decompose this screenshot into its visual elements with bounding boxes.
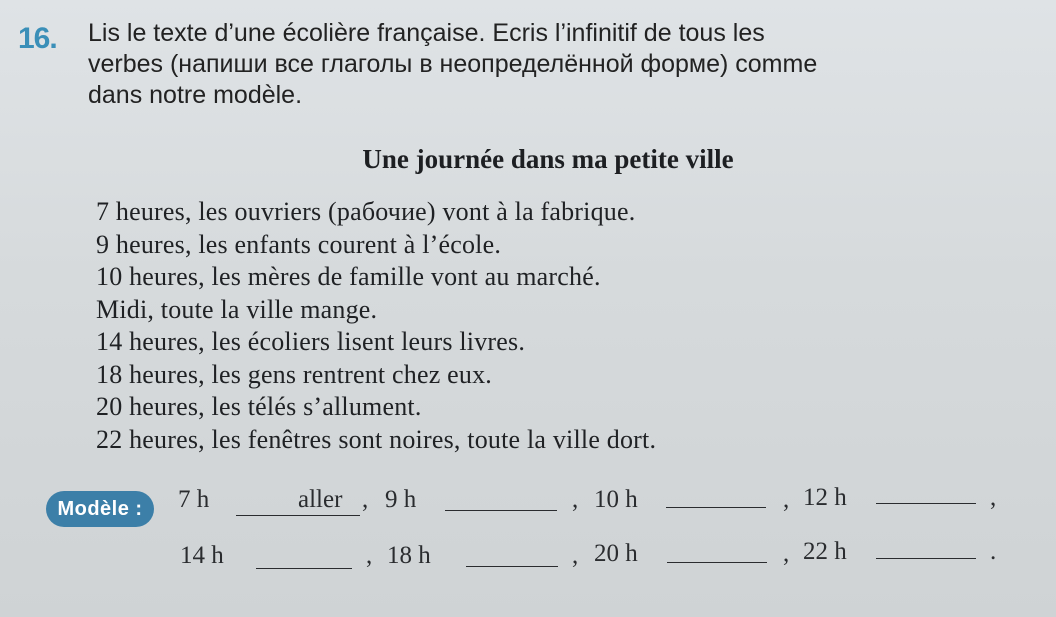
text-line: 18 heures, les gens rentrent chez eux. bbox=[96, 359, 493, 389]
exercise-number: 16. bbox=[18, 22, 57, 55]
text-line: 7 heures, les ouvriers (рабочие) vont à la fabrique. bbox=[96, 197, 636, 226]
answer-blank[interactable] bbox=[666, 507, 766, 508]
text-line: 20 heures, les télés s’allument. bbox=[96, 392, 422, 421]
time-label: 7 h bbox=[178, 486, 210, 513]
exercise-instruction bbox=[88, 18, 1013, 111]
text-line: 22 heures, les fenêtres sont noires, toute la ville dort. bbox=[96, 424, 657, 454]
answer-blank[interactable] bbox=[466, 566, 558, 567]
time-label: 20 h bbox=[594, 540, 638, 567]
answer-blank[interactable] bbox=[236, 515, 360, 516]
separator: , bbox=[362, 486, 369, 513]
instruction-line: Lis le texte d’une écolière française. Ecris l’infinitif de tous les bbox=[88, 19, 765, 47]
instruction-line: dans notre modèle. bbox=[88, 81, 303, 109]
time-label: 22 h bbox=[803, 538, 847, 565]
answer-blank[interactable] bbox=[876, 558, 976, 559]
time-label: 18 h bbox=[387, 542, 431, 569]
answer-blank[interactable] bbox=[667, 562, 767, 563]
separator: , bbox=[572, 486, 579, 513]
instruction-line: verbes (напиши все глаголы в неопределённой форме) comme bbox=[88, 50, 818, 78]
answer-blank[interactable] bbox=[256, 568, 352, 569]
answer-blank[interactable] bbox=[876, 503, 976, 504]
time-label: 14 h bbox=[180, 542, 224, 569]
model-answer: aller bbox=[298, 486, 343, 513]
text-line: Midi, toute la ville mange. bbox=[96, 294, 378, 324]
reading-text bbox=[96, 196, 856, 456]
separator: , bbox=[783, 540, 790, 567]
text-line: 14 heures, les écoliers lisent leurs livres. bbox=[96, 327, 526, 356]
separator: , bbox=[366, 542, 373, 569]
model-badge: Modèle : bbox=[46, 491, 154, 527]
time-label: 9 h bbox=[385, 486, 417, 513]
time-label: 10 h bbox=[594, 486, 638, 513]
text-line: 9 heures, les enfants courent à l’école. bbox=[96, 229, 502, 259]
time-label: 12 h bbox=[803, 484, 847, 511]
separator: , bbox=[572, 542, 579, 569]
answer-blank[interactable] bbox=[445, 510, 557, 511]
separator: , bbox=[783, 486, 790, 513]
text-title: Une journée dans ma petite ville bbox=[362, 144, 734, 174]
separator: , bbox=[990, 484, 997, 511]
separator: . bbox=[990, 538, 997, 565]
text-line: 10 heures, les mères de famille vont au marché. bbox=[96, 262, 601, 291]
